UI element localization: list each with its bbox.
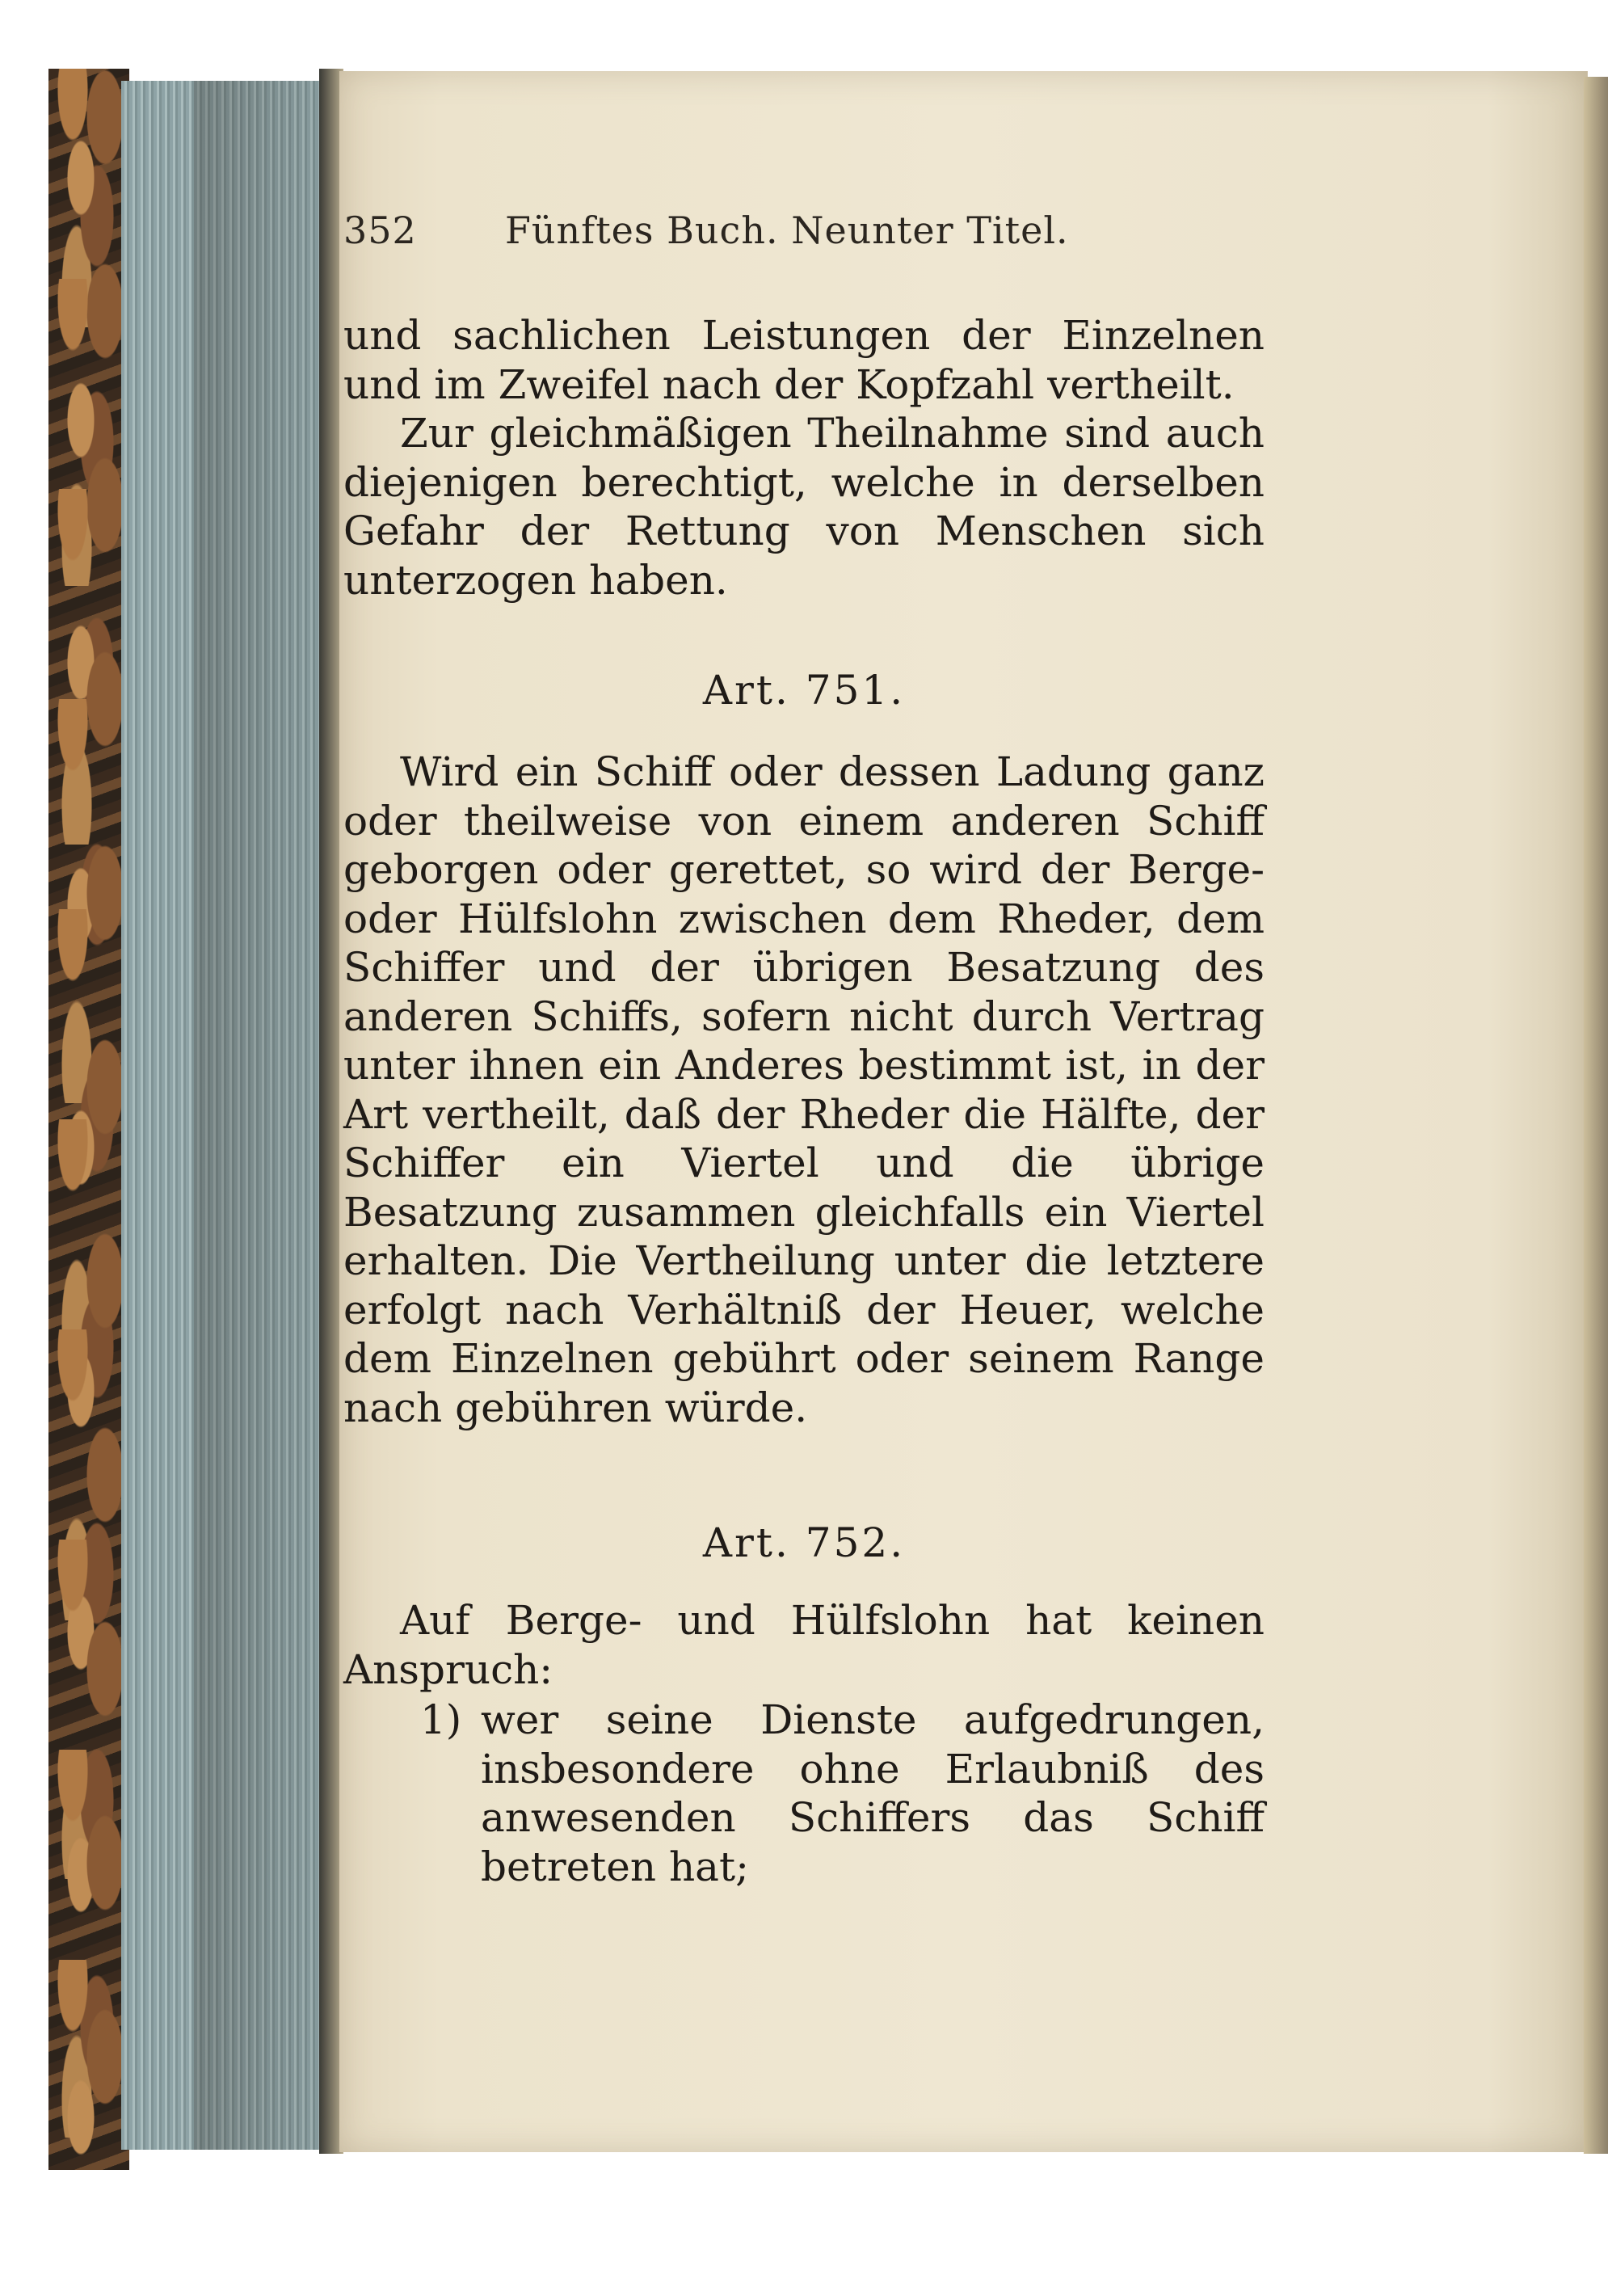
paragraph-continuation: und sachlichen Leistungen der Einzelnen und im Zweifel nach der Kopfzahl vertheilt. <box>343 312 1265 408</box>
facing-page-edge <box>1584 77 1608 2154</box>
article-text: Auf Berge- und Hülfslohn hat keinen Anspruch: <box>343 1597 1265 1693</box>
marbled-cover <box>48 69 129 2170</box>
article-heading: Art. 751. <box>702 667 906 714</box>
article-heading: Art. 752. <box>702 1519 906 1566</box>
running-header <box>343 209 1265 257</box>
running-title: Fünftes Buch. Neunter Titel. <box>505 209 1069 252</box>
page-number: 352 <box>343 209 417 252</box>
paragraph: Zur gleichmäßigen Theilnahme sind auch diejenigen berechtigt, welche in derselben Gefahr der Rettung von Menschen sich unterzogen haben. <box>343 410 1265 604</box>
list-item-number: 1) <box>420 1696 462 1743</box>
list-item-text: wer seine Dienste aufgedrungen, insbesondere ohne Erlaubniß des anwesenden Schiffers das Schiff betreten hat; <box>481 1696 1265 1890</box>
article-text: Wird ein Schiff oder dessen Ladung ganz oder theilweise von einem anderen Schiff geborgen oder gerettet, so wird der Berge- oder Hülfslohn zwischen dem Rheder, dem Schiffer und der übrigen Besatzung des anderen Schiffs, sofern nicht durch Vertrag unter ihnen ein Anderes bestimmt ist, in der Art vertheilt, daß der Rheder die Hälfte, der Schiffer ein Viertel und die übrige Besatzung zusammen gleichfalls ein Viertel erhalten. Die Vertheilung unter die letztere erfolgt nach Verhältniß der Heuer, welche dem Einzelnen gebührt oder seinem Range nach gebühren würde. <box>343 748 1265 1431</box>
page-edges-shadow <box>194 81 323 2150</box>
